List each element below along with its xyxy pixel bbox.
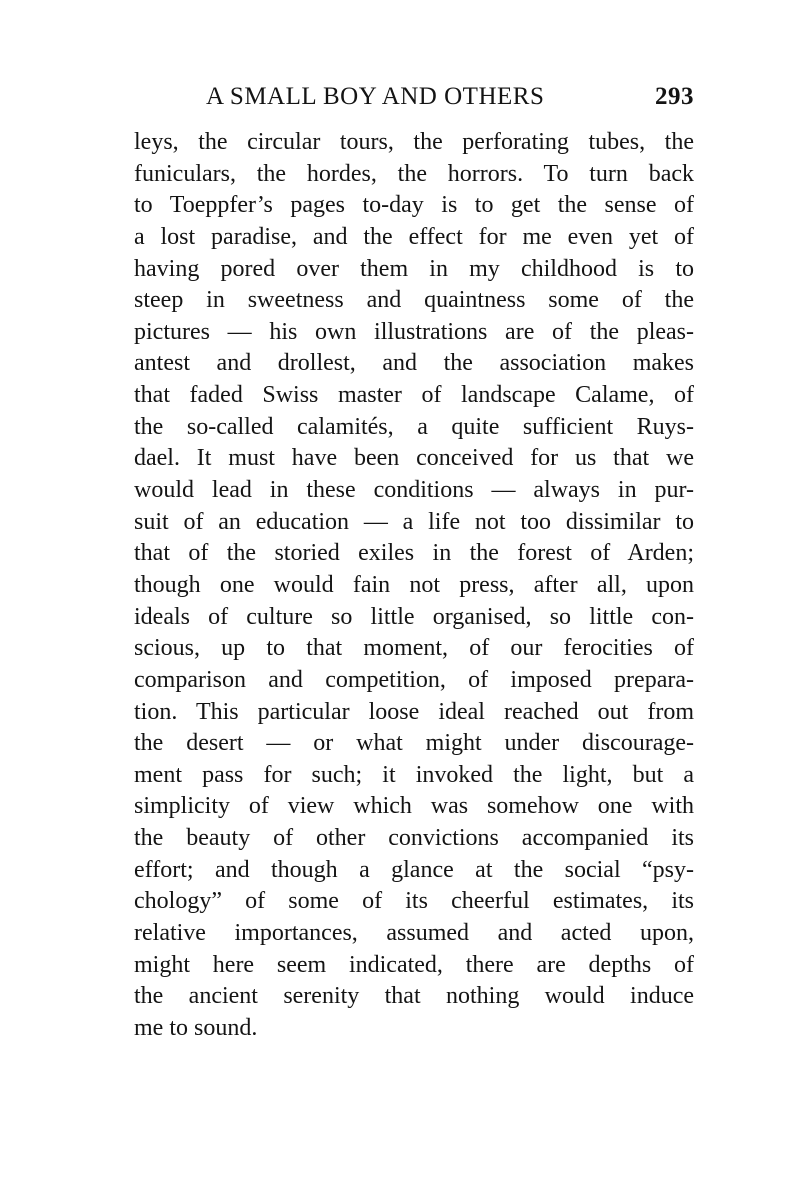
text-line: simplicity of view which was somehow one with xyxy=(134,793,694,820)
text-line: would lead in these conditions — always in pur- xyxy=(134,477,694,504)
text-line: effort; and though a glance at the social “psy- xyxy=(134,856,694,883)
text-line: that faded Swiss master of landscape Calame, of xyxy=(134,382,694,409)
text-line: antest and drollest, and the association makes xyxy=(134,350,694,377)
text-line: a lost paradise, and the effect for me even yet of xyxy=(134,223,694,250)
text-line: the ancient serenity that nothing would induce xyxy=(134,983,694,1010)
text-line: might here seem indicated, there are depths of xyxy=(134,951,694,978)
running-head xyxy=(134,80,694,114)
text-line: the beauty of other convictions accompanied its xyxy=(134,825,694,852)
text-line: the desert — or what might under discourage- xyxy=(134,730,694,757)
text-line: ment pass for such; it invoked the light, but a xyxy=(134,761,694,788)
running-title: A SMALL BOY AND OTHERS xyxy=(206,83,545,110)
text-line: relative importances, assumed and acted upon, xyxy=(134,920,694,947)
text-line: having pored over them in my childhood is to xyxy=(134,255,694,282)
text-line: ideals of culture so little organised, so little con- xyxy=(134,603,694,630)
text-line: pictures — his own illustrations are of the pleas- xyxy=(134,318,694,345)
text-line: dael. It must have been conceived for us that we xyxy=(134,445,694,472)
text-line: that of the storied exiles in the forest of Arden; xyxy=(134,540,694,567)
text-line: scious, up to that moment, of our ferocities of xyxy=(134,635,694,662)
text-line: steep in sweetness and quaintness some of the xyxy=(134,287,694,314)
page-number: 293 xyxy=(655,83,694,110)
text-line: tion. This particular loose ideal reached out from xyxy=(134,698,694,725)
body-text xyxy=(134,127,694,1045)
text-line: funiculars, the hordes, the horrors. To turn back xyxy=(134,160,694,187)
text-line: the so-called calamités, a quite sufficient Ruys- xyxy=(134,413,694,440)
text-line: leys, the circular tours, the perforating tubes, the xyxy=(134,129,694,155)
text-line-last: me to sound. xyxy=(134,1014,258,1041)
text-line: suit of an education — a life not too dissimilar to xyxy=(134,508,694,535)
text-line: comparison and competition, of imposed prepara- xyxy=(134,666,694,693)
text-line: though one would fain not press, after all, upon xyxy=(134,571,694,598)
text-line: to Toeppfer’s pages to-day is to get the sense of xyxy=(134,192,694,219)
text-line: chology” of some of its cheerful estimates, its xyxy=(134,888,694,915)
